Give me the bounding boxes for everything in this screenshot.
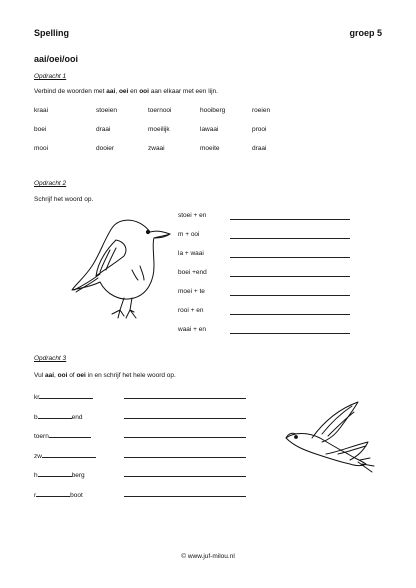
- instruction-text: en: [128, 88, 140, 95]
- answer-line[interactable]: [124, 476, 246, 477]
- instruction-text: ,: [54, 372, 58, 379]
- word-start: h: [34, 472, 38, 479]
- fill-in-word: [34, 430, 91, 440]
- fill-in-word: [34, 489, 83, 499]
- bird-illustration-perched: [70, 210, 175, 325]
- word-item: moeite: [200, 145, 220, 152]
- opdracht1-instruction: [34, 88, 218, 95]
- answer-line[interactable]: [124, 398, 246, 399]
- answer-line[interactable]: [124, 496, 246, 497]
- fill-in-word: [34, 411, 82, 421]
- word-build-label: waai + en: [178, 326, 207, 333]
- word-item: lawaai: [200, 126, 219, 133]
- word-build-label: rooi + en: [178, 307, 204, 314]
- answer-line[interactable]: [230, 295, 350, 296]
- opdracht1-heading: Opdracht 1: [34, 73, 67, 80]
- word-item: stoeien: [96, 107, 117, 114]
- word-item: moeilijk: [148, 126, 170, 133]
- word-build-label: la + waai: [178, 250, 204, 257]
- word-end: end: [71, 413, 83, 421]
- fill-in-word: [34, 469, 85, 479]
- answer-line[interactable]: [230, 257, 350, 258]
- fill-in-blank[interactable]: [39, 391, 93, 399]
- word-end: boot: [70, 491, 83, 499]
- page-title: aai/oei/ooi: [34, 54, 79, 64]
- word-item: draai: [96, 126, 111, 133]
- word-build-label: m + ooi: [178, 231, 200, 238]
- keyword: aai: [106, 88, 116, 95]
- instruction-text: ,: [115, 88, 119, 95]
- instruction-text: Verbind de woorden met: [34, 88, 107, 95]
- opdracht3-heading: Opdracht 3: [34, 355, 67, 362]
- fill-in-blank[interactable]: [49, 430, 91, 438]
- word-end: berg: [71, 472, 85, 479]
- word-start: zw: [34, 452, 42, 460]
- opdracht2-instruction: Schrijf het woord op.: [34, 196, 94, 203]
- word-item: toernooi: [148, 107, 172, 114]
- opdracht3-instruction: [34, 372, 176, 379]
- fill-in-word: [34, 391, 93, 401]
- fill-in-blank[interactable]: [36, 489, 70, 497]
- answer-line[interactable]: [230, 314, 350, 315]
- keyword: oei: [76, 372, 86, 379]
- word-start: kr: [34, 394, 40, 401]
- word-item: boei: [34, 126, 47, 133]
- bird-illustration-flying: [282, 398, 377, 476]
- instruction-text: aan elkaar met een lijn.: [148, 88, 218, 95]
- answer-line[interactable]: [124, 437, 246, 438]
- word-item: kraai: [34, 107, 49, 114]
- word-item: prooi: [252, 126, 267, 133]
- word-item: mooi: [34, 145, 49, 152]
- answer-line[interactable]: [124, 457, 246, 458]
- instruction-text: in en schrijf het hele woord op.: [85, 372, 176, 379]
- word-item: draai: [252, 145, 267, 152]
- footer-copyright: © www.juf-milou.nl: [181, 553, 235, 560]
- word-build-label: moei + te: [178, 288, 205, 295]
- fill-in-blank[interactable]: [42, 450, 96, 458]
- word-start: r: [34, 491, 37, 499]
- answer-line[interactable]: [124, 418, 246, 419]
- instruction-text: of: [67, 372, 77, 379]
- word-item: hooiberg: [200, 107, 226, 114]
- header-grade: groep 5: [349, 28, 382, 38]
- answer-line[interactable]: [230, 219, 350, 220]
- word-item: dooier: [96, 145, 115, 152]
- word-start: b: [34, 413, 38, 421]
- header-subject: Spelling: [34, 28, 70, 38]
- word-start: toern: [34, 433, 49, 440]
- answer-line[interactable]: [230, 276, 350, 277]
- fill-in-word: [34, 450, 96, 460]
- answer-line[interactable]: [230, 238, 350, 239]
- word-build-label: boei +end: [178, 269, 207, 276]
- fill-in-blank[interactable]: [38, 411, 72, 419]
- keyword: ooi: [139, 88, 149, 95]
- keyword: oei: [118, 88, 129, 95]
- word-item: roeien: [252, 107, 271, 114]
- word-item: zwaai: [148, 145, 165, 152]
- answer-line[interactable]: [230, 333, 350, 334]
- instruction-text: Vul: [34, 372, 45, 379]
- keyword: aai: [44, 372, 55, 379]
- keyword: ooi: [57, 372, 68, 379]
- word-build-label: stoei + en: [178, 212, 207, 219]
- fill-in-blank[interactable]: [38, 469, 72, 477]
- opdracht2-heading: Opdracht 2: [34, 180, 67, 187]
